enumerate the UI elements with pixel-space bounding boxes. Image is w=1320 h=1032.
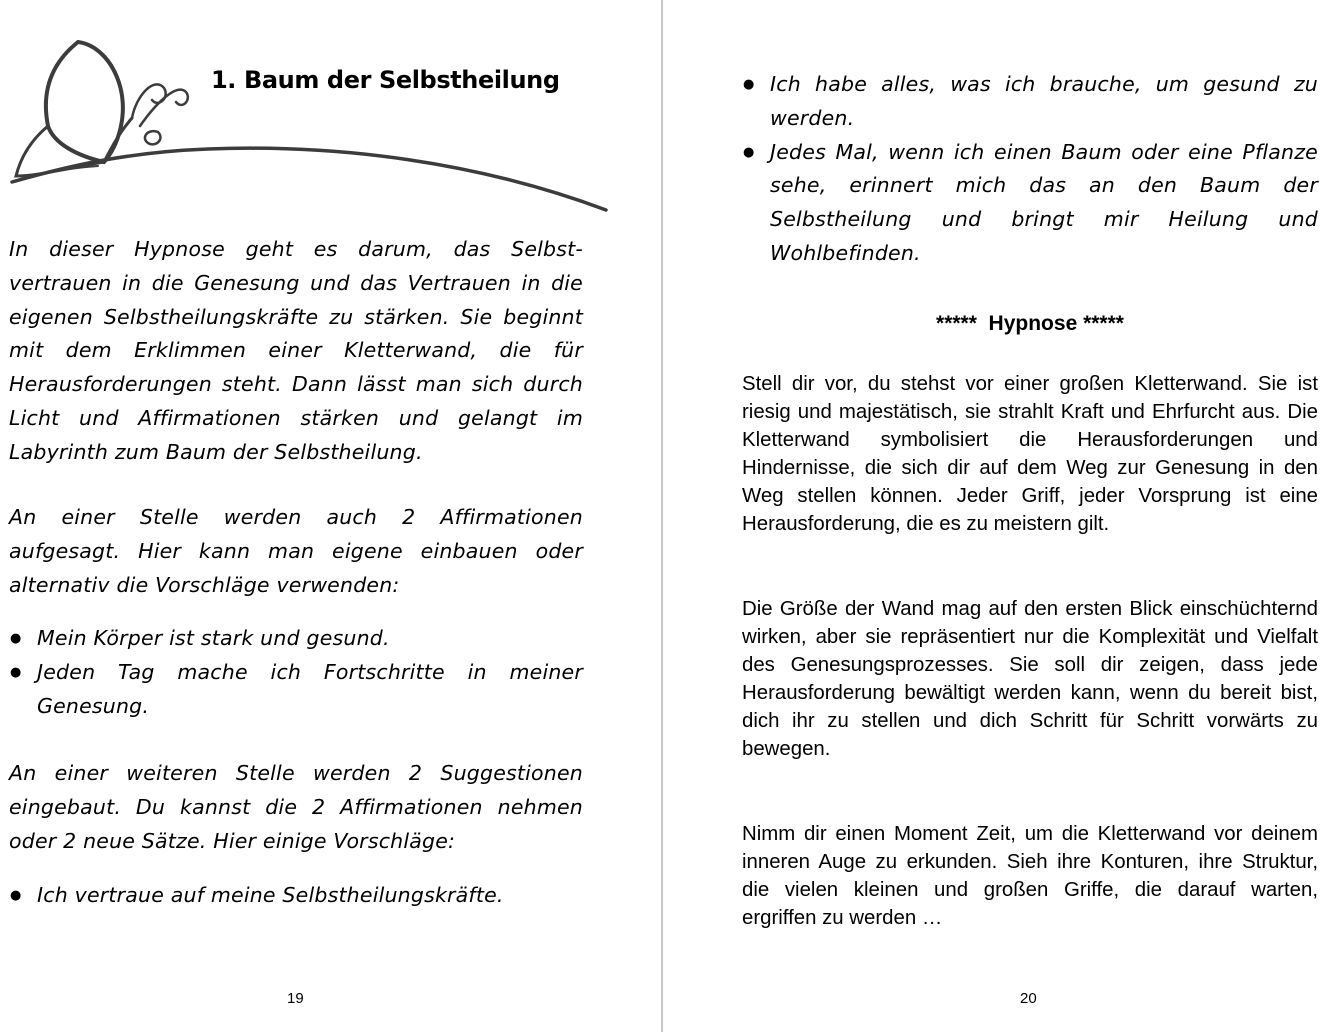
section-heading: ***** Hypnose ***** — [936, 312, 1124, 335]
suggestions-list — [9, 879, 583, 913]
affirmations-list — [9, 622, 583, 723]
intro-paragraph: In dieser Hypnose geht es darum, das Selbst-vertrauen in die Genesung und das Vertrauen in die eigenen Selbstheilungskräfte zu stärken. Sie beginnt mit dem Erklimmen einer Kletterwand, die für Herausforderungen steht. Dann lässt man sich durch Licht und Affirmationen stärken und gelangt im Labyrinth zum Baum der Selbstheilung. — [9, 237, 583, 464]
list-item: ● Jedes Mal, wenn ich einen Baum oder eine Pflanze sehe, erinnert mich das an den Baum der Selbstheilung und bringt mir Heilung und Wohlbefinden. — [742, 136, 1318, 271]
list-item: ● Mein Körper ist stark und gesund. — [9, 622, 583, 656]
list-item: ● Jeden Tag mache ich Fortschritte in meiner Genesung. — [9, 656, 583, 724]
suggestions-intro: An einer weiteren Stelle werden 2 Suggestionen eingebaut. Du kannst die 2 Affirmationen nehmen oder 2 neue Sätze. Hier einige Vorschläge: — [9, 761, 583, 853]
page-divider — [661, 0, 663, 1032]
page-number-left: 19 — [287, 990, 304, 1007]
page-number-right: 20 — [1020, 990, 1037, 1007]
paragraph: Die Größe der Wand mag auf den ersten Blick einschüchternd wirken, aber sie repräsentiert nur die Komplexität und Vielfalt des Genesungsprozesses. Sie soll dir zeigen, dass jede Herausforderung bewältigt werden kann, wenn du bereit bist, dich ihr zu stellen und dich Schritt für Schritt vorwärts zu bewegen. — [742, 598, 1318, 761]
paragraph: Nimm dir einen Moment Zeit, um die Kletterwand vor deinem inneren Auge zu erkunden. Sieh ihre Konturen, ihre Struktur, die vielen kleinen und großen Griffe, die darauf warten, ergriffen zu werden … — [742, 823, 1318, 930]
affirmations-intro: An einer Stelle werden auch 2 Affirmationen aufgesagt. Hier kann man eigene einbauen oder alternativ die Vorschläge verwenden: — [9, 505, 583, 597]
suggestions-list-continued — [742, 68, 1318, 271]
paragraph: Stell dir vor, du stehst vor einer großen Kletterwand. Sie ist riesig und majestätisch, sie strahlt Kraft und Ehrfurcht aus. Die Kletterwand symbolisiert die Herausforderungen und Hindernisse, die sich dir auf dem Weg zur Genesung in den Weg stellen können. Jeder Griff, jeder Vorsprung ist eine Herausforderung, die es zu meistern gilt. — [742, 373, 1318, 536]
list-item: ● Ich vertraue auf meine Selbstheilungskräfte. — [9, 879, 583, 913]
chapter-title: 1. Baum der Selbstheilung — [211, 66, 560, 94]
butterfly-swash-icon — [8, 36, 612, 216]
list-item: ● Ich habe alles, was ich brauche, um gesund zu werden. — [742, 68, 1318, 136]
